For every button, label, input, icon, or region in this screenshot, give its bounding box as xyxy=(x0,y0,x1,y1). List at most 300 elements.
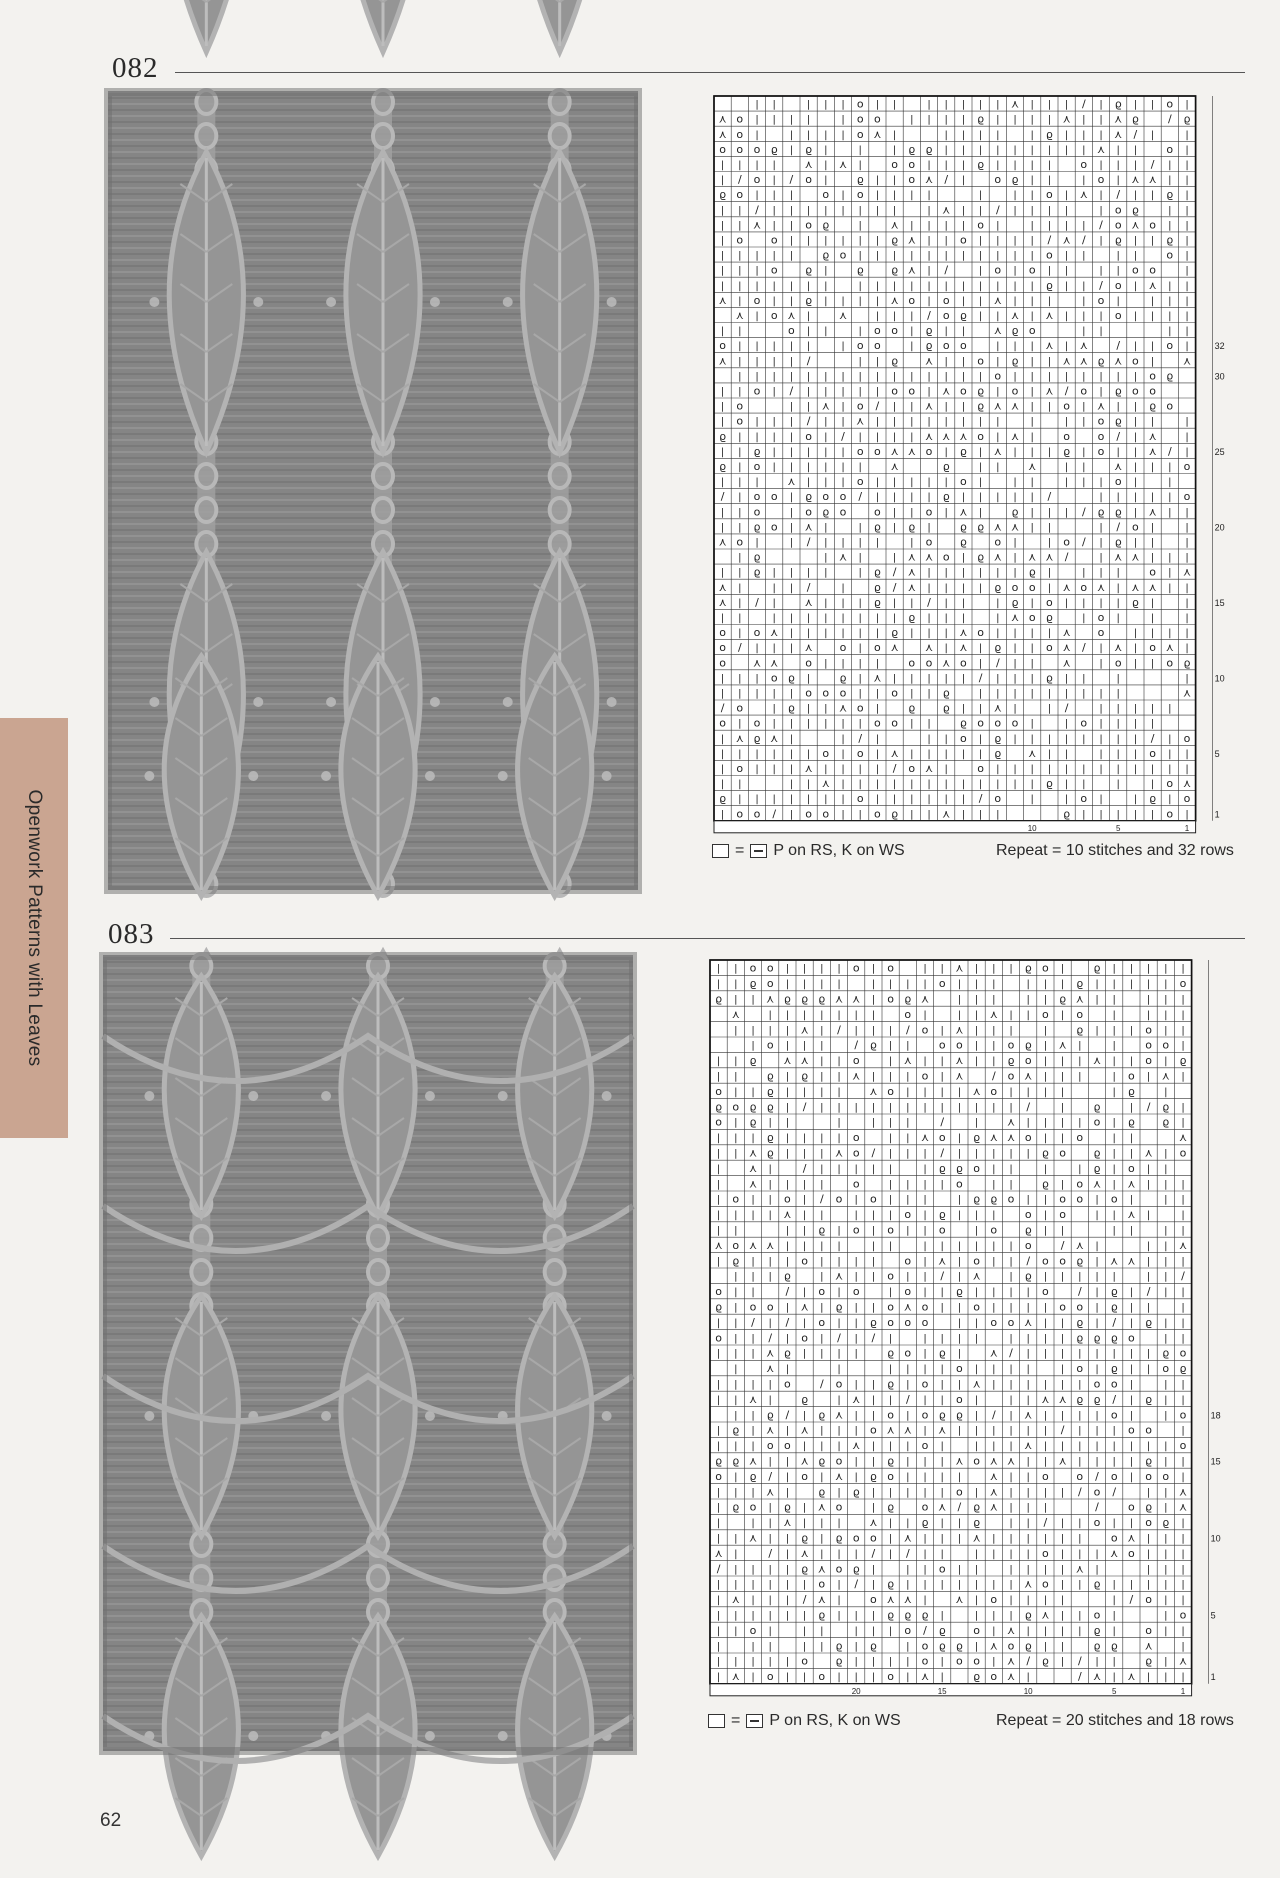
stitch-symbol: | xyxy=(1013,688,1017,700)
stitch-symbol: | xyxy=(1013,733,1017,745)
stitch-symbol: | xyxy=(1043,1625,1048,1637)
stitch-symbol: | xyxy=(772,416,776,428)
stitch-symbol: | xyxy=(992,1625,996,1637)
stitch-symbol: | xyxy=(961,114,966,126)
stitch-symbol: o xyxy=(1114,656,1122,670)
stitch-symbol: o xyxy=(874,505,881,519)
stitch-symbol: | xyxy=(978,295,983,307)
stitch-symbol: o xyxy=(1149,565,1156,579)
stitch-symbol: o xyxy=(1149,746,1156,760)
stitch-symbol: | xyxy=(768,1163,772,1175)
stitch-symbol: ϱ xyxy=(1145,1454,1153,1468)
stitch-symbol: o xyxy=(801,1469,808,1483)
stitch-symbol: ϱ xyxy=(1110,1331,1118,1345)
stitch-symbol: o xyxy=(1179,1439,1187,1453)
stitch-symbol: ϱ xyxy=(749,1115,757,1129)
stitch-symbol: | xyxy=(802,1194,807,1206)
stitch-symbol: | xyxy=(1060,963,1065,975)
stitch-symbol: ⋏ xyxy=(942,384,951,398)
stitch-symbol: ϱ xyxy=(770,142,778,156)
stitch-symbol: ⋏ xyxy=(766,1362,775,1376)
stitch-symbol: | xyxy=(1146,963,1151,975)
stitch-symbol: | xyxy=(785,1364,790,1376)
stitch-symbol: o xyxy=(1162,1362,1170,1376)
stitch-symbol: | xyxy=(854,1302,858,1314)
stitch-symbol: o xyxy=(1046,188,1053,202)
stitch-symbol: ϱ xyxy=(732,1454,740,1468)
stitch-symbol: | xyxy=(974,1102,979,1114)
stitch-symbol: | xyxy=(1026,1117,1030,1129)
stitch-symbol: / xyxy=(1146,1285,1151,1299)
stitch-symbol: o xyxy=(801,1331,808,1345)
stitch-symbol: | xyxy=(768,1194,772,1206)
stitch-symbol: | xyxy=(940,1656,944,1668)
stitch-symbol: | xyxy=(978,235,983,247)
stitch-symbol: ϱ xyxy=(908,142,916,156)
stitch-symbol: | xyxy=(751,1379,755,1391)
stitch-symbol: ⋏ xyxy=(924,399,934,413)
stitch-symbol: | xyxy=(923,1086,927,1098)
stitch-symbol: | xyxy=(1009,1487,1013,1499)
stitch-symbol: / xyxy=(806,414,811,428)
stitch-symbol: ⋏ xyxy=(834,1408,844,1422)
stitch-symbol: | xyxy=(944,235,948,247)
stitch-symbol: | xyxy=(1133,748,1138,760)
stitch-symbol: o xyxy=(835,1562,843,1576)
stitch-symbol: | xyxy=(1009,1240,1013,1252)
stitch-symbol: ⋏ xyxy=(1010,520,1020,534)
stitch-symbol: | xyxy=(961,794,966,806)
stitch-symbol: ⋏ xyxy=(1096,399,1106,413)
stitch-symbol: | xyxy=(1009,1102,1013,1114)
stitch-symbol: | xyxy=(1030,431,1034,443)
stitch-symbol: | xyxy=(772,718,776,730)
stitch-symbol: o xyxy=(766,1439,774,1453)
stitch-symbol: | xyxy=(910,597,914,609)
stitch-symbol: | xyxy=(1030,522,1034,534)
stitch-symbol: ϱ xyxy=(1076,1315,1084,1329)
stitch-symbol: | xyxy=(1185,220,1189,232)
stitch-symbol: | xyxy=(1047,401,1052,413)
stitch-symbol: | xyxy=(892,673,897,685)
stitch-symbol: | xyxy=(772,582,776,594)
stitch-symbol: | xyxy=(716,1656,721,1668)
stitch-symbol: o xyxy=(891,324,898,338)
stitch-symbol: | xyxy=(974,1210,979,1222)
stitch-symbol: ⋏ xyxy=(1010,399,1020,413)
stitch-symbol: o xyxy=(784,1192,791,1206)
stitch-symbol: ϱ xyxy=(1076,1331,1084,1345)
stitch-symbol: o xyxy=(856,188,864,202)
stitch-symbol: | xyxy=(1164,1225,1168,1237)
stitch-symbol: ϱ xyxy=(719,429,727,443)
stitch-symbol: | xyxy=(923,1271,927,1283)
stitch-symbol: | xyxy=(944,159,948,171)
stitch-symbol: | xyxy=(824,658,828,670)
stitch-symbol: | xyxy=(1013,371,1017,383)
stitch-symbol: o xyxy=(805,656,812,670)
stitch-symbol: ⋏ xyxy=(1127,1670,1136,1684)
stitch-symbol: | xyxy=(927,779,931,791)
stitch-symbol: | xyxy=(957,1471,962,1483)
stitch-symbol: | xyxy=(992,994,996,1006)
stitch-symbol: | xyxy=(1009,963,1013,975)
stitch-symbol: | xyxy=(1099,99,1103,111)
stitch-symbol: | xyxy=(824,552,828,564)
stitch-symbol: | xyxy=(1181,963,1185,975)
stitch-symbol: ⋏ xyxy=(1161,1069,1170,1083)
stitch-symbol: / xyxy=(1081,505,1086,519)
stitch-symbol: / xyxy=(819,1192,824,1206)
stitch-symbol: o xyxy=(788,324,795,338)
stitch-symbol: / xyxy=(927,595,931,609)
stitch-symbol: o xyxy=(715,1084,722,1098)
stitch-symbol: | xyxy=(1164,1025,1168,1037)
stitch-symbol: | xyxy=(1026,1333,1030,1345)
stitch-symbol: o xyxy=(1128,1069,1135,1083)
stitch-symbol: | xyxy=(974,1548,979,1560)
stitch-symbol: o xyxy=(990,1084,998,1098)
stitch-symbol: | xyxy=(875,492,880,504)
stitch-symbol: | xyxy=(755,356,759,368)
stitch-symbol: | xyxy=(785,963,790,975)
stitch-symbol: | xyxy=(892,280,897,292)
stitch-symbol: | xyxy=(785,1009,790,1021)
stitch-symbol: o xyxy=(904,1208,912,1222)
stitch-symbol: | xyxy=(927,265,931,277)
stitch-symbol: | xyxy=(841,612,845,624)
stitch-symbol: ⋏ xyxy=(1178,1500,1188,1514)
stitch-symbol: | xyxy=(875,763,880,775)
stitch-symbol: o xyxy=(870,1423,877,1437)
stitch-symbol: | xyxy=(910,628,914,640)
stitch-symbol: | xyxy=(802,1317,807,1329)
stitch-symbol: | xyxy=(927,628,931,640)
stitch-symbol: | xyxy=(923,1056,927,1068)
stitch-symbol: ⋏ xyxy=(1075,1238,1084,1252)
stitch-symbol: / xyxy=(1167,444,1172,458)
stitch-symbol: ϱ xyxy=(942,490,950,504)
stitch-symbol: | xyxy=(1099,190,1103,202)
stitch-symbol: | xyxy=(906,1564,910,1576)
stitch-symbol: | xyxy=(772,643,776,655)
stitch-symbol: | xyxy=(961,326,966,338)
stitch-symbol: ⋏ xyxy=(714,1546,723,1560)
stitch-symbol: | xyxy=(1181,1040,1185,1052)
stitch-symbol: / xyxy=(1095,1500,1099,1514)
stitch-symbol: | xyxy=(820,1625,824,1637)
stitch-symbol: o xyxy=(801,1254,808,1268)
stitch-symbol: | xyxy=(888,1518,893,1530)
stitch-symbol: | xyxy=(738,748,742,760)
stitch-symbol: | xyxy=(720,326,725,338)
stitch-symbol: o xyxy=(1132,354,1139,368)
stitch-symbol: | xyxy=(992,979,996,991)
stitch-symbol: | xyxy=(1146,1009,1151,1021)
stitch-symbol: | xyxy=(720,688,725,700)
stitch-symbol: ⋏ xyxy=(748,1392,758,1406)
stitch-symbol: | xyxy=(772,190,776,202)
stitch-symbol: | xyxy=(1181,1548,1185,1560)
stitch-symbol: | xyxy=(789,129,794,141)
stitch-symbol: | xyxy=(751,1425,755,1437)
stitch-symbol: | xyxy=(944,129,948,141)
stitch-symbol: | xyxy=(875,295,880,307)
stitch-symbol: | xyxy=(923,1456,927,1468)
stitch-symbol: | xyxy=(1095,1210,1099,1222)
stitch-symbol: ⋏ xyxy=(1062,641,1071,655)
stitch-symbol: ⋏ xyxy=(890,444,899,458)
stitch-symbol: o xyxy=(753,505,761,519)
stitch-symbol: | xyxy=(734,994,738,1006)
stitch-symbol: | xyxy=(789,356,794,368)
stitch-symbol: | xyxy=(854,1163,858,1175)
stitch-symbol: | xyxy=(789,567,794,579)
stitch-symbol: | xyxy=(996,809,1000,821)
stitch-symbol: | xyxy=(944,748,948,760)
stitch-symbol: o xyxy=(1093,1115,1101,1129)
stitch-symbol: ⋏ xyxy=(1045,550,1054,564)
stitch-symbol: o xyxy=(753,490,761,504)
stitch-symbol: ϱ xyxy=(783,1269,791,1283)
stitch-symbol: / xyxy=(854,1577,859,1591)
stitch-symbol: o xyxy=(904,1346,912,1360)
stitch-symbol: ϱ xyxy=(891,354,899,368)
stitch-symbol: | xyxy=(1168,794,1172,806)
stitch-symbol: ϱ xyxy=(1063,444,1071,458)
stitch-symbol: ⋏ xyxy=(1127,1531,1136,1545)
stitch-symbol: | xyxy=(785,1025,790,1037)
stitch-symbol: | xyxy=(1112,1441,1116,1453)
stitch-symbol: ⋏ xyxy=(942,656,951,670)
stitch-symbol: | xyxy=(841,446,845,458)
stitch-symbol: ϱ xyxy=(887,1454,895,1468)
stitch-symbol: | xyxy=(1030,310,1034,322)
stitch-symbol: | xyxy=(906,1133,910,1145)
stitch-symbol: ⋏ xyxy=(1041,1608,1050,1622)
stitch-symbol: o xyxy=(852,1054,860,1068)
row-number-label: 18 xyxy=(1210,1410,1221,1421)
stitch-symbol: | xyxy=(1009,1564,1013,1576)
stitch-symbol: | xyxy=(910,416,914,428)
stitch-symbol: | xyxy=(923,1425,927,1437)
stitch-symbol: | xyxy=(1112,963,1116,975)
stitch-symbol: / xyxy=(1081,535,1086,549)
stitch-symbol: | xyxy=(974,1117,979,1129)
stitch-symbol: | xyxy=(1026,1194,1030,1206)
stitch-symbol: | xyxy=(806,310,811,322)
stitch-symbol: | xyxy=(1047,582,1052,594)
stitch-symbol: o xyxy=(1011,580,1019,594)
stitch-symbol: ⋏ xyxy=(800,1423,809,1437)
stitch-symbol: ⋏ xyxy=(1058,1038,1067,1052)
stitch-symbol: ⋏ xyxy=(1131,218,1140,232)
stitch-symbol: / xyxy=(841,429,845,443)
stitch-symbol: | xyxy=(923,1148,927,1160)
stitch-symbol: | xyxy=(1185,763,1189,775)
stitch-symbol: | xyxy=(768,1625,772,1637)
stitch-symbol: | xyxy=(802,1148,807,1160)
stitch-symbol: o xyxy=(719,142,726,156)
stitch-symbol: | xyxy=(974,994,979,1006)
stitch-symbol: | xyxy=(1181,1210,1185,1222)
stitch-symbol: o xyxy=(732,1192,740,1206)
stitch-symbol: ⋏ xyxy=(907,580,916,594)
stitch-symbol: | xyxy=(738,446,742,458)
stitch-symbol: ⋏ xyxy=(1010,610,1020,624)
stitch-symbol: ϱ xyxy=(1011,324,1019,338)
stitch-symbol: | xyxy=(738,431,742,443)
stitch-symbol: ϱ xyxy=(1045,777,1053,791)
stitch-symbol: | xyxy=(875,416,880,428)
stitch-symbol: o xyxy=(805,173,812,187)
stitch-symbol: ϱ xyxy=(938,1161,946,1175)
stitch-symbol: ϱ xyxy=(818,1485,826,1499)
stitch-symbol: ⋏ xyxy=(993,399,1002,413)
stitch-symbol: | xyxy=(888,1240,893,1252)
stitch-symbol: | xyxy=(1185,159,1189,171)
stitch-symbol: o xyxy=(856,97,864,111)
stitch-symbol: o xyxy=(908,157,916,171)
stitch-symbol: | xyxy=(789,250,794,262)
stitch-symbol: o xyxy=(908,656,916,670)
stitch-symbol: | xyxy=(957,1317,962,1329)
stitch-chart-082 xyxy=(712,94,1242,833)
stitch-symbol: o xyxy=(856,746,864,760)
stitch-symbol: | xyxy=(910,492,914,504)
stitch-symbol: o xyxy=(1128,1500,1135,1514)
stitch-symbol: ϱ xyxy=(959,520,967,534)
stitch-symbol: | xyxy=(1185,748,1189,760)
stitch-symbol: / xyxy=(768,1469,773,1483)
stitch-symbol: | xyxy=(1026,1425,1030,1437)
stitch-symbol: | xyxy=(802,963,807,975)
stitch-symbol: o xyxy=(874,324,881,338)
stitch-symbol: | xyxy=(789,809,794,821)
stitch-symbol: | xyxy=(978,416,983,428)
stitch-symbol: | xyxy=(1133,537,1138,549)
stitch-symbol: ϱ xyxy=(887,1608,895,1622)
stitch-symbol: o xyxy=(719,339,726,353)
stitch-symbol: ⋏ xyxy=(1110,1546,1119,1560)
stitch-symbol: o xyxy=(852,1223,860,1237)
column-number-label: 20 xyxy=(851,1686,861,1696)
stitch-symbol: | xyxy=(785,1256,790,1268)
stitch-symbol: | xyxy=(992,1040,996,1052)
stitch-symbol: | xyxy=(738,386,742,398)
stitch-symbol: o xyxy=(766,1670,774,1684)
stitch-symbol: | xyxy=(806,794,811,806)
stitch-symbol: | xyxy=(1181,1471,1185,1483)
stitch-symbol: | xyxy=(1116,748,1120,760)
stitch-symbol: | xyxy=(1164,1009,1168,1021)
stitch-symbol: | xyxy=(1133,371,1138,383)
stitch-symbol: o xyxy=(818,1315,826,1329)
stitch-symbol: | xyxy=(841,190,845,202)
stitch-symbol: | xyxy=(961,703,966,715)
stitch-symbol: | xyxy=(1013,763,1017,775)
chapter-title: Openwork Patterns with Leaves xyxy=(24,789,45,1067)
stitch-symbol: o xyxy=(715,1285,722,1299)
stitch-symbol: ϱ xyxy=(891,233,899,247)
stitch-symbol: | xyxy=(974,1425,979,1437)
stitch-symbol: | xyxy=(957,1102,962,1114)
stitch-symbol: | xyxy=(957,1379,962,1391)
stitch-symbol: | xyxy=(755,265,759,277)
stitch-symbol: o xyxy=(1046,641,1053,655)
stitch-symbol: | xyxy=(1043,1595,1048,1607)
stitch-symbol: | xyxy=(720,205,725,217)
stitch-symbol: | xyxy=(1043,1086,1048,1098)
stitch-symbol: | xyxy=(751,1287,755,1299)
stitch-symbol: | xyxy=(1146,1579,1151,1591)
stitch-symbol: o xyxy=(1162,1038,1170,1052)
stitch-symbol: | xyxy=(716,1148,721,1160)
stitch-symbol: | xyxy=(1116,401,1120,413)
stitch-symbol: | xyxy=(1129,1194,1134,1206)
stitch-symbol: | xyxy=(806,748,811,760)
stitch-symbol: ϱ xyxy=(994,731,1002,745)
stitch-symbol: | xyxy=(837,1240,841,1252)
stitch-symbol: ⋏ xyxy=(1114,127,1123,141)
stitch-symbol: ϱ xyxy=(1131,112,1139,126)
stitch-symbol: ϱ xyxy=(1024,1223,1032,1237)
stitch-symbol: | xyxy=(789,492,794,504)
stitch-symbol: / xyxy=(978,792,983,806)
stitch-symbol: | xyxy=(1150,763,1155,775)
stitch-symbol: o xyxy=(874,444,881,458)
stitch-symbol: | xyxy=(1164,994,1168,1006)
stitch-symbol: | xyxy=(806,114,811,126)
stitch-symbol: | xyxy=(978,567,983,579)
stitch-symbol: ⋏ xyxy=(938,1423,947,1437)
stitch-symbol: o xyxy=(1024,1131,1032,1145)
stitch-symbol: | xyxy=(974,1056,979,1068)
stitch-symbol: ⋏ xyxy=(907,444,916,458)
stitch-symbol: | xyxy=(1112,1579,1116,1591)
stitch-symbol: ⋏ xyxy=(1182,686,1192,700)
stitch-symbol: o xyxy=(977,218,984,232)
stitch-symbol: | xyxy=(837,1225,841,1237)
stitch-symbol: ⋏ xyxy=(748,1454,758,1468)
stitch-symbol: | xyxy=(888,1364,893,1376)
stitch-symbol: | xyxy=(996,688,1000,700)
stitch-symbol: | xyxy=(1009,1179,1013,1191)
stitch-symbol: o xyxy=(839,686,847,700)
stitch-symbol: / xyxy=(789,173,794,187)
stitch-symbol: | xyxy=(910,779,914,791)
stitch-symbol: / xyxy=(751,1315,755,1329)
stitch-symbol: o xyxy=(1149,384,1156,398)
stitch-symbol: | xyxy=(854,1256,858,1268)
stitch-symbol: | xyxy=(1129,1348,1134,1360)
stitch-symbol: | xyxy=(1043,1502,1048,1514)
stitch-symbol: | xyxy=(824,567,828,579)
stitch-symbol: o xyxy=(770,233,778,247)
stitch-symbol: | xyxy=(755,431,759,443)
stitch-symbol: | xyxy=(841,341,845,353)
stitch-symbol: ϱ xyxy=(938,1208,946,1222)
stitch-symbol: | xyxy=(1164,1610,1168,1622)
stitch-symbol: o xyxy=(973,1454,980,1468)
stitch-symbol: ϱ xyxy=(887,1500,895,1514)
stitch-symbol: o xyxy=(1145,1623,1152,1637)
stitch-symbol: o xyxy=(770,520,778,534)
stitch-symbol: | xyxy=(944,114,948,126)
stitch-symbol: | xyxy=(875,235,880,247)
stitch-symbol: | xyxy=(1185,628,1189,640)
stitch-symbol: | xyxy=(837,1518,841,1530)
